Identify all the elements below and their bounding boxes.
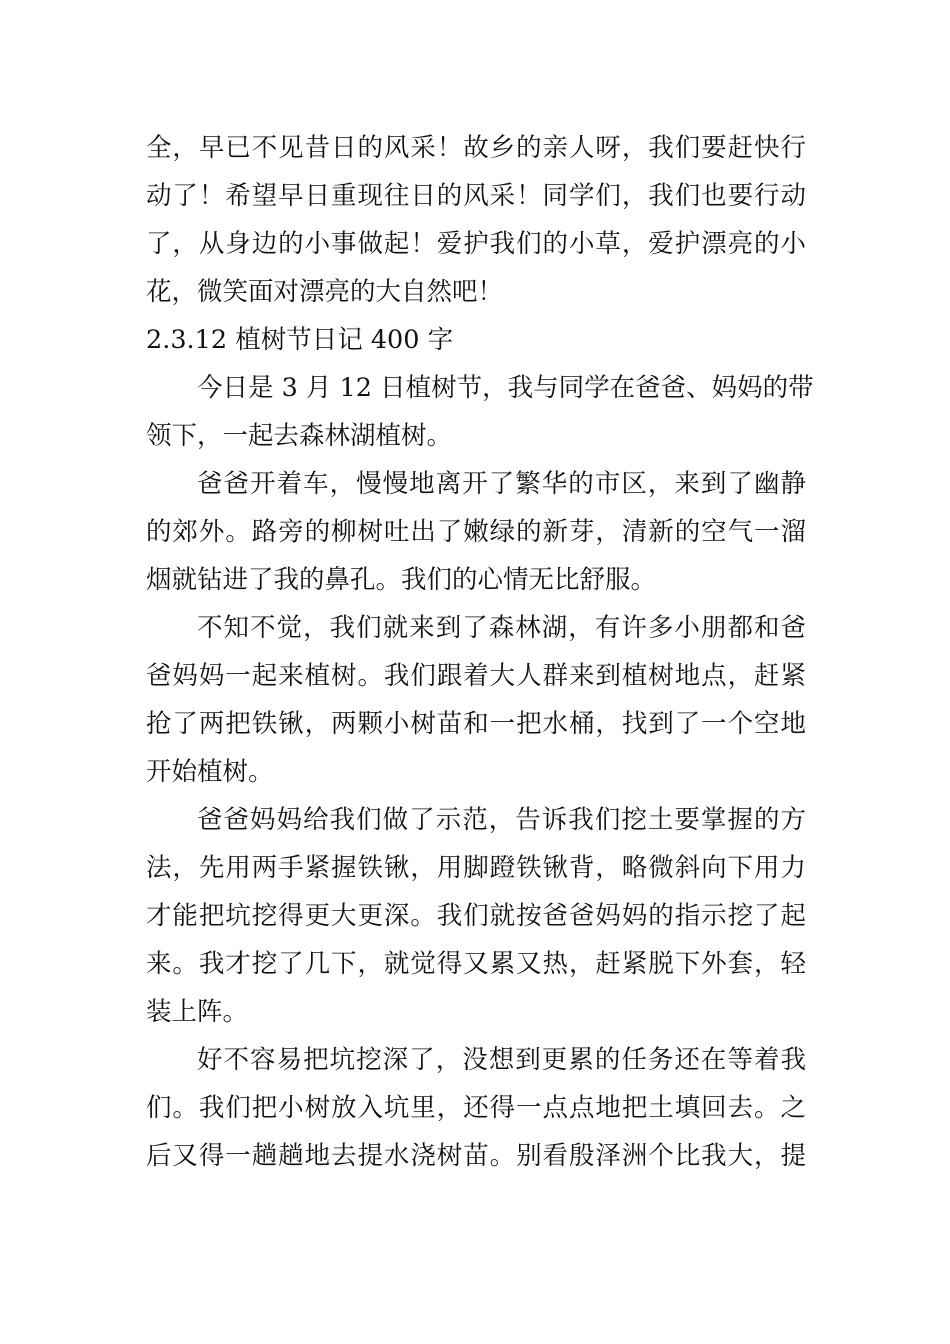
paragraph-line: 们。我们把小树放入坑里，还得一点点地把土填回去。之 xyxy=(146,1093,806,1123)
paragraph-line: 好不容易把坑挖深了，没想到更累的任务还在等着我 xyxy=(197,1045,806,1075)
paragraph-line: 今日是 3 月 12 日植树节，我与同学在爸爸、妈妈的带 xyxy=(197,373,814,403)
paragraph-line: 后又得一趟趟地去提水浇树苗。别看殷泽洲个比我大，提 xyxy=(146,1141,806,1171)
paragraph-line: 装上阵。 xyxy=(146,997,249,1027)
document-page xyxy=(146,124,814,1180)
paragraph-line: 不知不觉，我们就来到了森林湖，有许多小朋都和爸 xyxy=(197,613,806,643)
paragraph-line: 来。我才挖了几下，就觉得又累又热，赶紧脱下外套，轻 xyxy=(146,949,806,979)
paragraph-line: 抢了两把铁锹，两颗小树苗和一把水桶，找到了一个空地 xyxy=(146,709,806,739)
paragraph-line: 才能把坑挖得更大更深。我们就按爸爸妈妈的指示挖了起 xyxy=(146,901,806,931)
paragraph-line: 了，从身边的小事做起！爱护我们的小草，爱护漂亮的小 xyxy=(146,229,806,259)
paragraph-line: 法，先用两手紧握铁锹，用脚蹬铁锹背，略微斜向下用力 xyxy=(146,853,806,883)
paragraph-line: 爸爸妈妈给我们做了示范，告诉我们挖土要掌握的方 xyxy=(197,805,806,835)
paragraph-line: 动了！希望早日重现往日的风采！同学们，我们也要行动 xyxy=(146,181,806,211)
paragraph-line: 爸妈妈一起来植树。我们跟着大人群来到植树地点，赶紧 xyxy=(146,661,806,691)
paragraph-line: 花，微笑面对漂亮的大自然吧！ xyxy=(146,277,504,307)
paragraph-line: 烟就钻进了我的鼻孔。我们的心情无比舒服。 xyxy=(146,565,657,595)
paragraph-line: 开始植树。 xyxy=(146,757,274,787)
paragraph-line: 爸爸开着车，慢慢地离开了繁华的市区，来到了幽静 xyxy=(197,469,806,499)
paragraph-line: 的郊外。路旁的柳树吐出了嫩绿的新芽，清新的空气一溜 xyxy=(146,517,806,547)
paragraph-line: 领下，一起去森林湖植树。 xyxy=(146,421,453,451)
paragraph-line: 全，早已不见昔日的风采！故乡的亲人呀，我们要赶快行 xyxy=(146,133,806,163)
section-heading: 2.3.12 植树节日记 400 字 xyxy=(146,325,454,355)
